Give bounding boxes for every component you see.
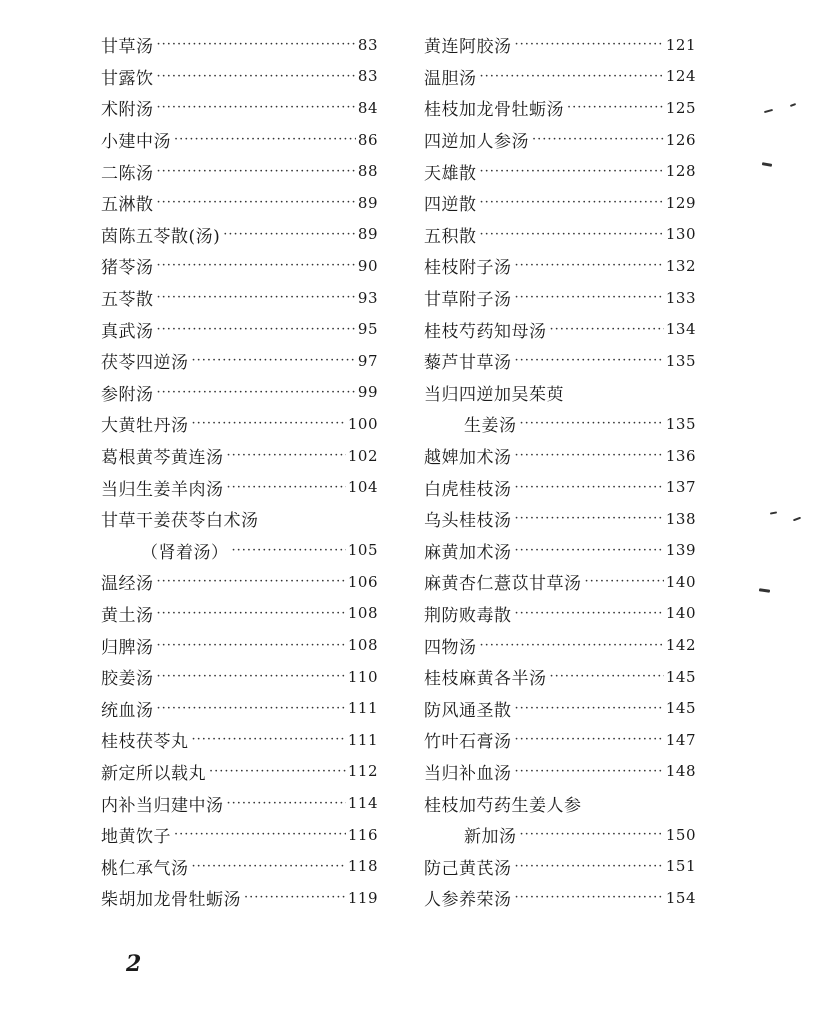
entry-page: 89 (357, 225, 378, 244)
toc-entry (101, 661, 378, 693)
entry-name: 新加汤 (464, 827, 517, 848)
entry-name: 甘草附子汤 (424, 290, 512, 311)
entry-name: 猪苓汤 (101, 258, 154, 279)
dot-leader (550, 669, 664, 684)
entry-name: 五苓散 (101, 290, 154, 311)
dot-leader (480, 195, 664, 210)
entry-name: 桂枝芍药知母汤 (424, 321, 547, 342)
entry-page: 140 (665, 572, 696, 591)
dot-leader (227, 448, 346, 463)
dot-leader (515, 258, 664, 273)
entry-name: 荆防败毒散 (424, 605, 512, 626)
toc-entry (101, 566, 378, 598)
toc-entry (101, 471, 378, 503)
entry-name: 当归补血汤 (424, 763, 512, 784)
dot-leader (515, 511, 664, 526)
entry-page: 140 (665, 604, 696, 623)
entry-name: 四逆散 (424, 195, 477, 216)
toc-entry (101, 29, 378, 61)
entry-page: 112 (347, 762, 378, 781)
entry-page: 142 (665, 636, 696, 655)
toc-entry (424, 566, 696, 598)
entry-name: 麻黄杏仁薏苡甘草汤 (424, 574, 582, 595)
dot-leader (515, 448, 664, 463)
entry-name: 桃仁承气汤 (101, 858, 189, 879)
dot-leader (157, 37, 356, 52)
dot-leader (192, 416, 346, 431)
dot-leader (515, 606, 664, 621)
dot-leader (550, 322, 664, 337)
entry-name: 真武汤 (101, 321, 154, 342)
toc-entry (424, 187, 696, 219)
toc-entry (101, 219, 378, 251)
entry-name: 天雄散 (424, 163, 477, 184)
entry-name: 桂枝附子汤 (424, 258, 512, 279)
toc-left-column (101, 29, 378, 914)
entry-page: 124 (665, 67, 696, 86)
dot-leader (227, 480, 346, 495)
toc-entry (424, 155, 696, 187)
toc-entry (424, 535, 696, 567)
entry-name: 小建中汤 (101, 132, 171, 153)
dot-leader (515, 37, 664, 52)
dot-leader (174, 132, 356, 147)
dot-leader (515, 859, 664, 874)
dot-leader (520, 827, 664, 842)
dot-leader (515, 890, 664, 905)
entry-page: 104 (347, 478, 378, 497)
entry-page: 126 (665, 130, 696, 149)
dot-leader (192, 353, 356, 368)
dot-leader (157, 701, 346, 716)
toc-entry-heading (101, 503, 378, 535)
toc-entry (101, 92, 378, 124)
entry-name: 新定所以载丸 (101, 763, 206, 784)
entry-name: 甘草干姜茯苓白术汤 (101, 511, 259, 532)
entry-name: 内补当归建中汤 (101, 795, 224, 816)
dot-leader (515, 764, 664, 779)
toc-entry (424, 756, 696, 788)
entry-page: 105 (347, 541, 378, 560)
dot-leader (157, 385, 356, 400)
dot-leader (585, 574, 664, 589)
toc-entry (101, 155, 378, 187)
entry-page: 114 (347, 794, 378, 813)
entry-name: 白虎桂枝汤 (424, 479, 512, 500)
dot-leader (480, 164, 664, 179)
dot-leader (480, 638, 664, 653)
dot-leader (209, 764, 346, 779)
entry-name: 温胆汤 (424, 68, 477, 89)
entry-name: 茵陈五苓散(汤) (101, 226, 221, 247)
entry-name: 乌头桂枝汤 (424, 511, 512, 532)
dot-leader (515, 353, 664, 368)
dot-leader (515, 543, 664, 558)
toc-entry (424, 661, 696, 693)
entry-name: 越婢加术汤 (424, 448, 512, 469)
dot-leader (157, 290, 356, 305)
dot-leader (515, 480, 664, 495)
toc-entry (101, 124, 378, 156)
toc-entry (101, 345, 378, 377)
entry-page: 86 (357, 130, 378, 149)
scan-speck (793, 517, 801, 522)
toc-entry (101, 882, 378, 914)
entry-page: 93 (357, 288, 378, 307)
dot-leader (157, 322, 356, 337)
entry-name: 柴胡加龙骨牡蛎汤 (101, 890, 241, 911)
toc-entry-heading (424, 787, 696, 819)
toc-entry (424, 219, 696, 251)
entry-page: 148 (665, 762, 696, 781)
dot-leader (192, 732, 346, 747)
toc-entry (101, 313, 378, 345)
toc-entry (424, 503, 696, 535)
entry-page: 154 (665, 888, 696, 907)
toc-entry (101, 850, 378, 882)
toc-entry (101, 377, 378, 409)
entry-page: 88 (357, 162, 378, 181)
entry-name: 四物汤 (424, 637, 477, 658)
dot-leader (480, 69, 664, 84)
entry-name: 葛根黄芩黄连汤 (101, 448, 224, 469)
toc-entry (424, 124, 696, 156)
toc-entry (101, 756, 378, 788)
entry-name: 桂枝麻黄各半汤 (424, 669, 547, 690)
toc-entry (101, 187, 378, 219)
scan-speck (770, 511, 777, 514)
entry-page: 110 (347, 667, 378, 686)
dot-leader (157, 195, 356, 210)
entry-page: 111 (347, 699, 378, 718)
toc-entry (101, 819, 378, 851)
dot-leader (157, 69, 356, 84)
entry-page: 83 (357, 35, 378, 54)
toc-entry (424, 724, 696, 756)
entry-name: 温经汤 (101, 574, 154, 595)
toc-entry (424, 692, 696, 724)
dot-leader (157, 638, 346, 653)
dot-leader (223, 227, 356, 242)
entry-page: 150 (665, 825, 696, 844)
entry-page: 108 (347, 604, 378, 623)
entry-name: 当归生姜羊肉汤 (101, 479, 224, 500)
entry-page: 118 (347, 857, 378, 876)
page-number: 2 (126, 951, 142, 977)
scan-speck (759, 588, 770, 593)
toc-entry (424, 345, 696, 377)
entry-page: 90 (357, 256, 378, 275)
dot-leader (157, 164, 356, 179)
entry-name: 茯苓四逆汤 (101, 353, 189, 374)
entry-name: 归脾汤 (101, 637, 154, 658)
entry-name: 麻黄加术汤 (424, 542, 512, 563)
entry-page: 139 (665, 541, 696, 560)
entry-name: 术附汤 (101, 100, 154, 121)
entry-page: 108 (347, 636, 378, 655)
entry-page: 128 (665, 162, 696, 181)
dot-leader (232, 543, 346, 558)
toc-entry (101, 440, 378, 472)
entry-name: 甘草汤 (101, 37, 154, 58)
dot-leader (567, 100, 664, 115)
entry-page: 116 (347, 825, 378, 844)
toc-entry (424, 471, 696, 503)
toc-entry-heading (424, 377, 696, 409)
entry-name: 参附汤 (101, 384, 154, 405)
toc-entry (101, 61, 378, 93)
entry-name: 大黄牡丹汤 (101, 416, 189, 437)
entry-name: 藜芦甘草汤 (424, 353, 512, 374)
entry-page: 102 (347, 446, 378, 465)
entry-name: 桂枝加龙骨牡蛎汤 (424, 100, 564, 121)
entry-page: 135 (665, 414, 696, 433)
dot-leader (515, 732, 664, 747)
entry-name: 黄土汤 (101, 605, 154, 626)
toc-entry (424, 282, 696, 314)
dot-leader (192, 859, 346, 874)
toc-entry (424, 313, 696, 345)
toc-entry (424, 882, 696, 914)
entry-page: 133 (665, 288, 696, 307)
entry-name: 甘露饮 (101, 68, 154, 89)
entry-page: 119 (347, 888, 378, 907)
toc-entry (424, 92, 696, 124)
entry-page: 129 (665, 193, 696, 212)
dot-leader (515, 290, 664, 305)
toc-entry (101, 408, 378, 440)
toc-entry (101, 787, 378, 819)
dot-leader (157, 574, 346, 589)
entry-page: 138 (665, 509, 696, 528)
entry-name: 五积散 (424, 226, 477, 247)
dot-leader (227, 796, 346, 811)
dot-leader (532, 132, 664, 147)
entry-name: 生姜汤 (464, 416, 517, 437)
entry-page: 137 (665, 478, 696, 497)
entry-name: 统血汤 (101, 700, 154, 721)
toc-entry (424, 250, 696, 282)
entry-page: 121 (665, 35, 696, 54)
entry-page: 136 (665, 446, 696, 465)
dot-leader (157, 606, 346, 621)
entry-name: 地黄饮子 (101, 827, 171, 848)
entry-page: 130 (665, 225, 696, 244)
toc-entry (424, 440, 696, 472)
entry-name: 二陈汤 (101, 163, 154, 184)
entry-page: 135 (665, 351, 696, 370)
scan-speck (790, 103, 796, 107)
entry-page: 111 (347, 730, 378, 749)
entry-page: 84 (357, 98, 378, 117)
entry-name: 胶姜汤 (101, 669, 154, 690)
toc-entry (101, 724, 378, 756)
entry-name: 竹叶石膏汤 (424, 732, 512, 753)
entry-page: 106 (347, 572, 378, 591)
entry-page: 134 (665, 320, 696, 339)
scan-speck (762, 162, 772, 167)
entry-page: 89 (357, 193, 378, 212)
entry-page: 83 (357, 67, 378, 86)
dot-leader (520, 416, 664, 431)
entry-name: 五淋散 (101, 195, 154, 216)
entry-name: 桂枝加芍药生姜人参 (424, 795, 582, 816)
entry-page: 95 (357, 320, 378, 339)
toc-entry-continuation (101, 535, 378, 567)
entry-page: 147 (665, 730, 696, 749)
toc-entry (101, 250, 378, 282)
entry-name: 黄连阿胶汤 (424, 37, 512, 58)
toc-entry (101, 598, 378, 630)
toc-entry (424, 29, 696, 61)
toc-entry (424, 598, 696, 630)
toc-entry (101, 692, 378, 724)
toc-entry (101, 282, 378, 314)
entry-name: （肾着汤） (141, 542, 229, 563)
entry-page: 145 (665, 667, 696, 686)
dot-leader (174, 827, 346, 842)
dot-leader (157, 100, 356, 115)
dot-leader (480, 227, 664, 242)
scan-speck (764, 109, 773, 113)
toc-entry-continuation (424, 819, 696, 851)
entry-name: 四逆加人参汤 (424, 132, 529, 153)
entry-name: 桂枝茯苓丸 (101, 732, 189, 753)
toc-entry (424, 61, 696, 93)
entry-name: 当归四逆加吴茱萸 (424, 384, 564, 405)
entry-page: 99 (357, 383, 378, 402)
entry-page: 100 (347, 414, 378, 433)
dot-leader (244, 890, 346, 905)
toc-right-column (424, 29, 696, 914)
entry-page: 145 (665, 699, 696, 718)
entry-page: 132 (665, 256, 696, 275)
entry-page: 97 (357, 351, 378, 370)
dot-leader (157, 258, 356, 273)
dot-leader (515, 701, 664, 716)
dot-leader (157, 669, 346, 684)
entry-page: 125 (665, 98, 696, 117)
toc-entry (424, 850, 696, 882)
entry-name: 防风通圣散 (424, 700, 512, 721)
entry-name: 防己黄芪汤 (424, 858, 512, 879)
toc-entry (101, 629, 378, 661)
entry-name: 人参养荣汤 (424, 890, 512, 911)
toc-entry (424, 629, 696, 661)
toc-entry-continuation (424, 408, 696, 440)
entry-page: 151 (665, 857, 696, 876)
